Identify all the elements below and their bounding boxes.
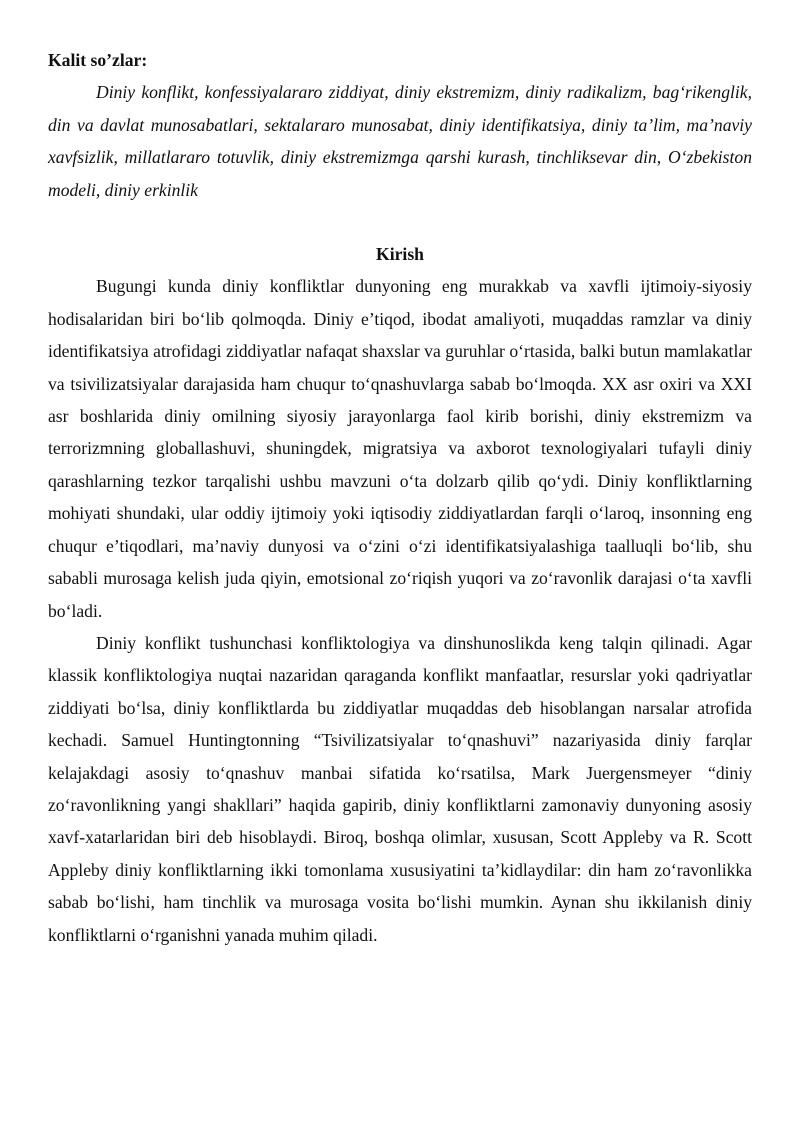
body-paragraph-1: Bugungi kunda diniy konfliktlar dunyoning eng murakkab va xavfli ijtimoiy-siyosiy hodisalaridan biri bo‘lib qolmoqda. Diniy e’tiqod, ibodat amaliyoti, muqaddas ramzlar va diniy identifikatsiya atrofidagi ziddiyatlar nafaqat shaxslar va guruhlar o‘rtasida, balki butun mamlakatlar va tsivilizatsiyalar darajasida ham chuqur to‘qnashuvlarga sabab bo‘lmoqda. XX asr oxiri va XXI asr boshlarida diniy omilning siyosiy jarayonlarga faol kirib borishi, diniy ekstremizm va terrorizmning globallashuvi, shuningdek, migratsiya va axborot texnologiyalari tufayli diniy qarashlarning tezkor tarqalishi ushbu mavzuni o‘ta dolzarb qilib qo‘ydi. Diniy konfliktlarning mohiyati shundaki, ular oddiy ijtimoiy yoki iqtisodiy ziddiyatlardan farqli o‘laroq, insonning eng chuqur e’tiqodlari, ma’naviy dunyosi va o‘zini o‘zi identifikatsiyalashiga taalluqli bo‘lib, shu sababli murosaga kelish juda qiyin, emotsional zo‘riqish yuqori va zo‘ravonlik darajasi o‘ta xavfli bo‘ladi. xyxy=(48,276,752,621)
section-title: Kirish xyxy=(376,244,424,265)
keywords-list: Diniy konflikt, konfessiyalararo ziddiyat, diniy ekstremizm, diniy radikalizm, bag‘rikenglik, din va davlat munosabatlari, sektalararo munosabat, diniy identifikatsiya, diniy ta’lim, ma’naviy xavfsizlik, millatlararo totuvlik, diniy ekstremizmga qarshi kurash, tinchliksevar din, O‘zbekiston modeli, diniy erkinlik xyxy=(48,82,752,200)
body-paragraph-2: Diniy konflikt tushunchasi konfliktologiya va dinshunoslikda keng talqin qilinadi. Agar klassik konfliktologiya nuqtai nazaridan qaraganda konflikt manfaatlar, resurslar yoki qadriyatlar ziddiyati bo‘lsa, diniy konfliktlarda bu ziddiyatlar muqaddas deb hisoblangan narsalar atrofida kechadi. Samuel Huntingtonning “Tsivilizatsiyalar to‘qnashuvi” nazariyasida diniy farqlar kelajakdagi asosiy to‘qnashuv manbai sifatida ko‘rsatilsa, Mark Juergensmeyer “diniy zo‘ravonlikning yangi shakllari” haqida gapirib, diniy konfliktlarni zamonaviy dunyoning asosiy xavf-xatarlaridan biri deb hisoblaydi. Biroq, boshqa olimlar, xususan, Scott Appleby va R. Scott Appleby diniy konfliktlarning ikki tomonlama xususiyatini ta’kidlaydilar: din ham zo‘ravonlikka sabab bo‘lishi, ham tinchlik va murosaga vosita bo‘lishi mumkin. Aynan shu ikkilanish diniy konfliktlarni o‘rganishni yanada muhim qiladi. xyxy=(48,632,752,945)
document-page xyxy=(48,44,752,951)
keywords-heading: Kalit so’zlar: xyxy=(48,50,148,70)
